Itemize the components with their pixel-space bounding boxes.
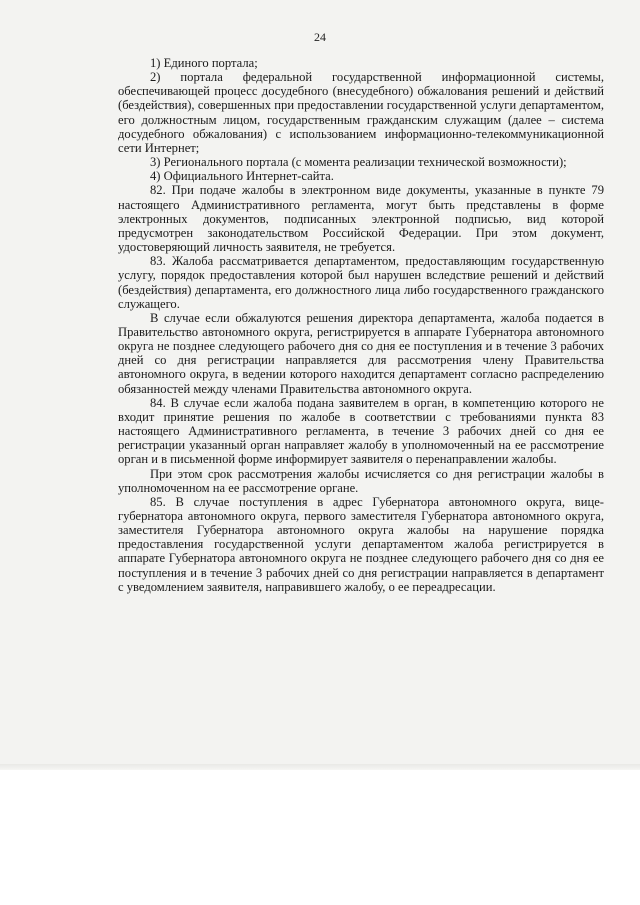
paragraph-item-1: 1) Единого портала; <box>150 56 258 70</box>
paragraph-85: 85. В случае поступления в адрес Губернатора автономного округа, вице-губернатора автономного округа, первого заместителя Губернатора автономного округа, заместителя Губернатора автономного округа жалобы на нарушение порядка предоставления государственной услуги департаментом жалоба регистрируется в аппарате Губернатора автономного округа не позднее следующего рабочего дня со дня ее поступления и в течение 3 рабочих дней со дня регистрации направляется в департамент с уведомлением заявителя, направившего жалобу, о ее переадресации. <box>118 494 604 594</box>
document-body <box>118 56 604 594</box>
paragraph-83-director-appeal: В случае если обжалуются решения директора департамента, жалоба подается в Правительство автономного округа, регистрируется в аппарате Губернатора автономного округа не позднее следующего рабочего дня со дня ее поступления и в течение 3 рабочих дней со дня регистрации направляется для рассмотрения члену Правительства автономного округа, в ведении которого находится департамент согласно распределению обязанностей между членами Правительства автономного округа. <box>118 310 604 396</box>
paragraph-item-2: 2) портала федеральной государственной информационной системы, обеспечивающей процесс досудебного (внесудебного) обжалования решений и действий (бездействия), совершенных при предоставлении государственной услуги департаментом, его должностным лицом, государственным гражданским служащим (далее – система досудебного обжалования) с использованием информационно-телекоммуникационной сети Интернет; <box>118 70 604 155</box>
paragraph-83: 83. Жалоба рассматривается департаментом, предоставляющим государственную услугу, порядок предоставления которой был нарушен вследствие решений и действий (бездействия) департамента, его должностного лица либо государственного гражданского служащего. <box>118 254 604 311</box>
paragraph-84-term: При этом срок рассмотрения жалобы исчисляется со дня регистрации жалобы в уполномоченном на ее рассмотрение органе. <box>118 466 604 495</box>
scan-bottom-edge <box>0 764 640 770</box>
paragraph-84: 84. В случае если жалоба подана заявителем в орган, в компетенцию которого не входит принятие решения по жалобе в соответствии с требованиями пункта 83 настоящего Административного регламента, в течение 3 рабочих дней со дня ее регистрации указанный орган направляет жалобу в уполномоченный на ее рассмотрение орган и в письменной форме информирует заявителя о перенаправлении жалобы. <box>118 395 604 467</box>
paragraph-item-3: 3) Регионального портала (с момента реализации технической возможности); <box>150 155 567 170</box>
paragraph-82: 82. При подаче жалобы в электронном виде документы, указанные в пункте 79 настоящего Административного регламента, могут быть представлены в форме электронных документов, подписанных электронной подписью, вид которой предусмотрен законодательством Российской Федерации. При этом документ, удостоверяющий личность заявителя, не требуется. <box>118 183 604 255</box>
page-number: 24 <box>314 30 326 44</box>
paragraph-item-4: 4) Официального Интернет-сайта. <box>150 169 334 184</box>
